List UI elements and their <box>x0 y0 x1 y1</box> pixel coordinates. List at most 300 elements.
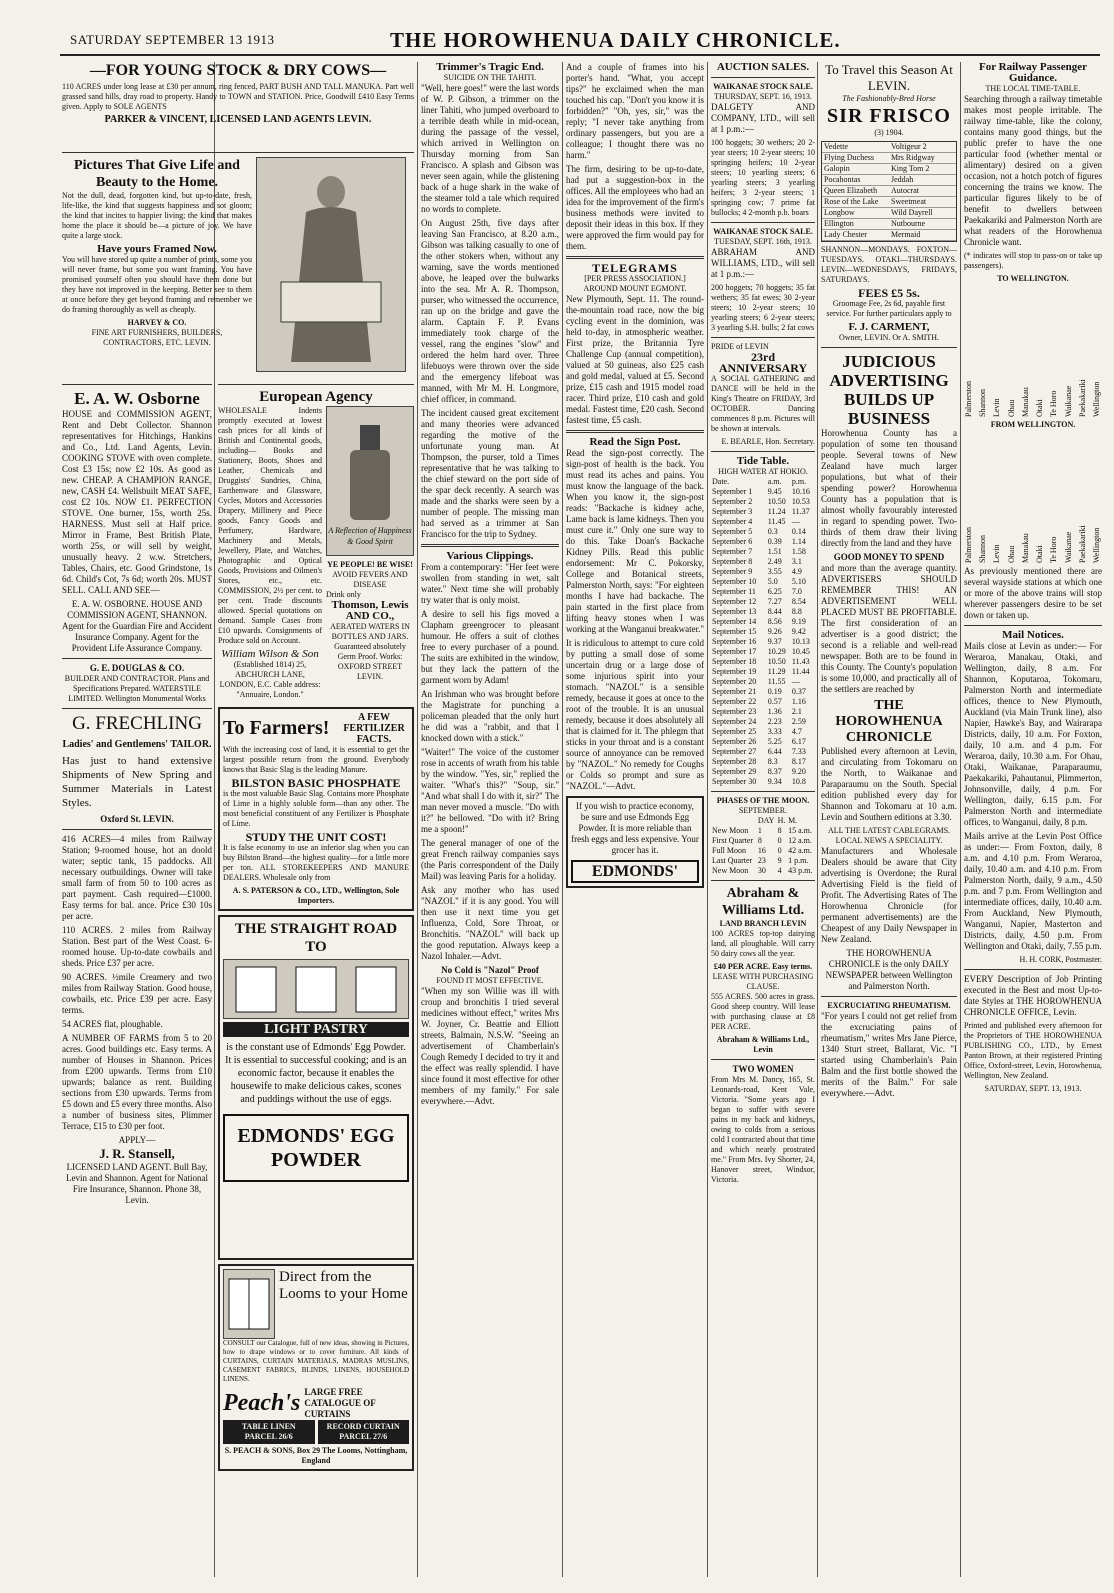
aw-footer: Abraham & Williams Ltd., Levin <box>716 1035 810 1054</box>
pedigree-entry: Mrs Ridgway <box>889 153 956 164</box>
tide-cell: September 6 <box>712 537 753 546</box>
pictures-heading: Pictures That Give Life and Beauty to the Home. <box>74 158 240 190</box>
tide-row <box>711 507 815 517</box>
rheum-text: "For years I could not get relief from the excruciating pains of rheumatism," writes Mrs Jane Pierce, 1340 Sturt street, Ballarat, Vic. "I started using Chamberlain's Pain Balm and the first bottle showed the merits of the Balm." For sale everywhere.—Advt. <box>821 1011 957 1098</box>
thomson-sub: AVOID FEVERS AND DISEASE <box>332 570 408 589</box>
tide-row <box>711 487 815 497</box>
column-rule <box>562 62 563 1577</box>
tide-cell: September 11 <box>712 587 756 596</box>
sign-text-2: It is ridiculous to attempt to cure cold by putting a small dose of some uncertain drug or a large dose of some injurious spirit into your stomach. "NAZOL" is a sensible remedy, because it goes at once to the root of the trouble. It is an unusual remedy, because it does absolutely all that is claimed for it. The phlegm that sticks in your throat and is a constant source of annoyance can be removed by "NAZOL." No remedy for Coughs or Colds so prompt and sure as "NAZOL."—Advt. <box>566 638 704 791</box>
tide-cell: September 15 <box>712 627 757 636</box>
trimmer-heading: Trimmer's Tragic End. <box>436 62 544 73</box>
tide-row <box>711 607 815 617</box>
tide-cell: 10.45 <box>791 647 810 656</box>
timetable-note: As previously mentioned there are several wayside stations at which one or more of the above trains will stop wherever passengers desire to be set down or taken up. <box>964 566 1102 620</box>
phases-cell: First Quarter <box>712 836 754 845</box>
frisco-year: (3) 1904. <box>874 128 904 137</box>
light-pastry: LIGHT PASTRY <box>223 1022 409 1037</box>
tide-cell: September 25 <box>712 727 757 736</box>
window-curtain-icon <box>224 1274 274 1334</box>
tide-cell: 8.56 <box>767 617 782 626</box>
farmers-facts: A FEW FERTILIZER FACTS. <box>343 712 405 745</box>
tide-cell: September 4 <box>712 517 753 526</box>
pedigree-entry: Nutbourne <box>889 219 956 230</box>
mail-heading: Mail Notices. <box>1002 629 1064 641</box>
cork-sig: H. H. CORK, Postmaster. <box>1019 955 1102 964</box>
douglas-name: G. E. DOUGLAS & CO. <box>89 663 185 673</box>
frechling-name: G. FRECHLING <box>72 713 202 734</box>
tide-row <box>711 777 815 787</box>
phases-cell: Full Moon <box>712 846 747 855</box>
fees-heading: FEES £5 5s. <box>858 286 920 300</box>
tide-cell: 10.8 <box>791 777 806 786</box>
tide-cell: 1.14 <box>791 537 806 546</box>
bottle-figure-icon <box>335 415 405 525</box>
tide-cell: 1.16 <box>791 697 806 706</box>
phases-cell: Last Quarter <box>712 856 753 865</box>
fees-sub: Groomage Fee, 2s 6d, payable first service. For further particulars apply to <box>826 299 952 318</box>
various-p3: An Irishman who was brought before the Magistrate for punching a policeman pleaded that the only hurt he did was a "rabbit, and that I knocked down with a stick." <box>421 689 559 743</box>
latest-cablegrams: ALL THE LATEST CABLEGRAMS. LOCAL NEWS A SPECIALITY. <box>827 826 951 845</box>
phases-row <box>711 826 815 836</box>
tide-cell: 11.44 <box>791 667 810 676</box>
column-rule <box>707 62 708 1577</box>
tide-row <box>711 717 815 727</box>
trimmer-p2: On August 25th, five days after leaving San Francisco, at 8.20 a.m., Gibson was talking casually to one of the other stokers when, without any warning, save the words mentioned above, he leaped over the bulwarks into the sea. Mr A. R. Thompson, purser, who witnessed the occurrence, ran up on the bridge and gave the alarm. Captain F. P. Evans immediately took charge of the vessel, rang the engines "slow" and ordered the helm hard over. Three lifebuoys were thrown over the side and the emergency lifeboat was manned, with Mr M. H. Longmore, chief officer, in command. <box>421 218 559 404</box>
tide-cell: September 7 <box>712 547 753 556</box>
no-cold-text: "When my son Willie was ill with croup and bronchitis I tried several medicines without effect," writes Mrs W. Joyner, Cr. Beattie and Elliott streets, Balmain, N.S.W. "Seeing an advertisement of Chamberlain's Cough Remedy I decided to try it and the effect was really splendid. I have since found it most effective for other members of my family." For sale everywhere.—Advt. <box>421 986 559 1106</box>
tide-cell: 8.44 <box>767 607 782 616</box>
egg-powder-tins <box>223 959 409 1019</box>
tide-row <box>711 667 815 677</box>
tide-cell: 7.27 <box>767 597 782 606</box>
thomson-drink: Drink only <box>326 590 361 599</box>
tide-column-header: Date. <box>712 477 730 486</box>
station-label: Paekakariki <box>1077 379 1087 417</box>
job-printing: EVERY Description of Job Printing executed in the Best and most Up-to-date Styles at THE HOROWHENUA CHRONICLE OFFICE, Levin. <box>964 974 1102 1017</box>
direct-heading: Direct from the Looms to your Home <box>279 1269 408 1302</box>
tide-cell: 4.7 <box>791 727 802 736</box>
tide-table <box>711 477 815 787</box>
phases-row <box>711 846 815 856</box>
tide-row <box>711 697 815 707</box>
to-wellington: TO WELLINGTON. <box>997 274 1069 283</box>
phases-column-header <box>711 816 757 826</box>
station-label: Manakau <box>1020 387 1030 417</box>
railway-heading: For Railway Passenger Guidance. <box>979 62 1087 84</box>
farmers-heading: To Farmers! <box>223 717 330 739</box>
station-label: Manakau <box>1020 533 1030 563</box>
pictures-text: Not the dull, dead, forgotten kind, but up-to-date, fresh, life-like, the kind that suggests happiness and sot gloom; the kind that incites to happier living; the kind that makes home the place it should be—a picture of joy. We have quite a large stock. <box>62 191 252 240</box>
phases-cell: 0 <box>777 846 782 855</box>
peach-footer: S. PEACH & SONS, Box 29 The Looms, Nottingham, England <box>224 1446 408 1465</box>
trimmer-p1: "Well, here goes!" were the last words of W. P. Gibson, a trimmer on the liner Tahiti, who jumped overboard to a terrible death while in mid-ocean, during the passage of the vessel, which arrived in Wellington on Thursday morning from San Francisco. A splash and Gibson was never seen again, while the glistening back of a huge shark in the wake of the steamer told a tale which required no words to complete. <box>421 83 559 214</box>
tide-row <box>711 617 815 627</box>
dalgety-stock: 100 hoggets; 30 wethers; 20 2-year steers; 10 2-year steers; 10 springing heifers; 10 2-year steers; 10 yearling steers; 6 yearling steers; 3 yearling heifers; 3 2-year steers; 1 springing cow; 7 prime fat bullocks; 4 2-month p.b. boars <box>711 138 815 217</box>
column-rule <box>417 62 418 1577</box>
tide-cell: 0.57 <box>767 697 782 706</box>
reflection-caption: A Reflection of Happiness & Good Spirit <box>328 526 412 546</box>
tailor-text: Has just to hand extensive Shipments of New Spring and Summer Materials in Latest Styles. <box>62 755 212 809</box>
column-4 <box>566 62 704 1577</box>
two-women-text: From Mrs M. Dancy, 165, St. Leonards-road, Kent Vale, Victoria. "Some years ago I began to suffer with severe pains in my back and kidneys, owing to colds from a serious cold I contracted about that time and which nearly prostrated me." From Mrs. Ivy Shorter, 24, Hanover street, Windsor, Victoria. <box>711 1075 815 1184</box>
tide-cell: 11.55 <box>767 677 786 686</box>
shannon-days: SHANNON—MONDAYS. FOXTON—TUESDAYS. OTAKI—THURSDAYS. LEVIN—WEDNESDAYS, FRIDAYS, SATURDAYS. <box>821 245 957 284</box>
tide-cell: September 22 <box>712 697 757 706</box>
pictures-ad <box>62 148 414 378</box>
sir-frisco: SIR FRISCO <box>827 105 951 127</box>
tide-cell: — <box>791 517 800 526</box>
peach-large: LARGE FREE CATALOGUE OF CURTAINS <box>304 1387 376 1419</box>
various-p1: From a contemporary: "Her feet were swollen from standing in wet, salt water." Next time she will probably try water that is only moist. <box>421 562 559 605</box>
tide-cell: 9.26 <box>767 627 782 636</box>
tide-cell: September 23 <box>712 707 757 716</box>
peach-text: CONSULT our Catalogue, full of new ideas, showing in Pictures, how to drape windows or to cover furniture. All kinds of CURTAINS, CURTAIN MATERIALS, MADRAS MUSLINS, CASEMENT FABRICS, BLINDS, LINENS, HOUSEHOLD LINENS. <box>223 1339 409 1383</box>
tide-cell: 5.10 <box>791 577 806 586</box>
tide-row <box>711 757 815 767</box>
tide-row <box>711 557 815 567</box>
chronicle-text: Published every afternoon at Levin, and circulating from Tokomaru on the North, to Waikanae and Paraparaumu on the South. Special edition published every day for Shannon and Tokomaru at 10 a.m. Levin and Southern editions at 3.30. <box>821 746 957 822</box>
tide-row <box>711 647 815 657</box>
mail-text: Mails close at Levin as under:— For Weraroa, Manakau, Otaki, and Wellington, daily, 8 a.m. For Shannon, Koputaroa, Tokomaru, Palmerston North and intermediate offices, thence to New Plymouth, Auckland (via Main Trunk line), also Napier, Hawke's Bay, and Wairarapa Districts, daily, 10 a.m. For Foxton, daily, 10 a.m. and 4 p.m. For Weraroa, daily, 10.30 a.m. For Ohau, Otaki, Waikanae, Paraparaumu, Paekakariki, Pahautanui, Plimmerton, Johnsonville, daily, 4 p.m. For Wellington, daily, 6.15 p.m. For Palmerston North and intermediate offices, to Wanganui, daily, 8 p.m. <box>964 641 1102 827</box>
tide-cell: September 13 <box>712 607 757 616</box>
pedigree-entry: Jeddah <box>889 175 956 186</box>
wilson-sub: (Established 1814) 25, ABCHURCH LANE, LONDON, E.C. Cable address: "Annuaire, London." <box>219 660 321 699</box>
travel-sub: The Fashionably-Bred Horse <box>842 94 936 103</box>
imprint-date: SATURDAY, SEPT. 13, 1913. <box>984 1084 1082 1093</box>
station-label: Ohau <box>1006 545 1016 563</box>
phases-cell: 23 <box>757 856 766 865</box>
land-110: 110 ACRES. 2 miles from Railway Station. Best part of the West Coast. 6-roomed house. Up-to-date cowbails and sheds. Price £37 per acre. <box>62 925 212 968</box>
stansell-name: J. R. Stansell, <box>99 1146 175 1161</box>
tide-cell: 2.23 <box>767 717 782 726</box>
tide-cell: 3.55 <box>767 567 782 576</box>
peach-ad <box>218 1264 414 1471</box>
abraham-text: ABRAHAM AND WILLIAMS, LTD., will sell at 1 p.m.:— <box>711 247 815 279</box>
railway-text: Searching through a railway timetable makes most people irritable. The railway time-table, like the colony, contains many good things, but the public prefer to have the one particular food (whether mental or alimentary) desired on a given occasion, not a hotch potch of figures concerning the trains we know. The particular figures likely to be of benefit to dwellers between Paekakariki and Palmerston North are what readers of the Horowhenua Chronicle want. <box>964 94 1102 247</box>
newspaper-title: THE HOROWHENUA DAILY CHRONICLE. <box>390 28 841 52</box>
tide-cell: 1.36 <box>767 707 782 716</box>
tide-row <box>711 677 815 687</box>
station-label: Otaki <box>1035 399 1045 417</box>
ad-heading: —FOR YOUNG STOCK & DRY COWS— <box>89 62 387 79</box>
bilston-heading: BILSTON BASIC PHOSPHATE <box>231 776 401 790</box>
tide-cell: September 14 <box>712 617 757 626</box>
phases-cell: 30 <box>757 866 766 875</box>
column-7 <box>964 62 1102 1577</box>
travel-heading: To Travel this Season At LEVIN. <box>825 62 953 93</box>
auction-heading: AUCTION SALES. <box>716 62 810 73</box>
various-p4: "Waiter!" The voice of the customer rose in accents of wrath from his table by the window. "Yes, sir," replied the waiter. "What's this?" "Soup, sir." "And what shall I do with it, sir?" The man never moved a muscle. "Do with it?" he bellowed. "Do with it? Bring me a spoon!" <box>421 747 559 834</box>
looms-illustration <box>223 1269 275 1339</box>
reflection-illustration <box>326 406 414 556</box>
phases-cell: 1 <box>757 826 762 835</box>
no-cold-heading: No Cold is "Nazol" Proof <box>441 965 539 975</box>
tide-cell: 11.24 <box>767 507 786 516</box>
pedigree-entry: Longbow <box>822 208 889 219</box>
timetable-to-wellington <box>964 287 1102 417</box>
aw-name: Abraham & Williams Ltd. <box>721 886 805 918</box>
young-stock-ad <box>62 62 414 142</box>
phases-cell: 8 <box>757 836 762 845</box>
issue-date: SATURDAY SEPTEMBER 13 1913 <box>70 32 275 47</box>
tide-cell: 9.19 <box>791 617 806 626</box>
table-linen-parcel: TABLE LINEN PARCEL 26/6 <box>223 1420 315 1444</box>
tins-icon <box>231 962 401 1016</box>
aw-price: £40 PER ACRE. Easy terms. <box>713 962 813 971</box>
tide-cell: 9.42 <box>791 627 806 636</box>
telegrams-heading: TELEGRAMS <box>592 261 678 275</box>
study-text: It is false economy to use an inferior slag when you can buy Bilston Brand—the highest quality—for a little more per ton. ALL STOREKEEPERS AND MANURE DEALERS. Wholesale only from <box>223 843 409 882</box>
egmont-heading: AROUND MOUNT EGMONT. <box>583 284 687 293</box>
various-heading: Various Clippings. <box>446 550 534 562</box>
ad-text: 110 ACRES under long lease at £30 per annum, ring fenced, PART BUSH AND TALL MANUKA. Part well grassed sand hills, dray road to property. Handy to TOWN and STATION. Price, Goodwill £410 Easy Terms given. Apply to SOLE AGENTS <box>62 82 414 111</box>
pedigree-entry: Voltigeur 2 <box>889 142 956 153</box>
stansell-sub: LICENSED LAND AGENT. Bull Bay, Levin and Shannon. Agent for National Fire Insurance, Shannon. Phone 38, Levin. <box>66 1162 208 1205</box>
tide-cell: September 17 <box>712 647 757 656</box>
phases-table <box>711 816 815 876</box>
railway-sub: THE LOCAL TIME-TABLE. <box>985 84 1081 93</box>
tide-row <box>711 747 815 757</box>
good-money-text: and more than the average quantity. ADVERTISERS SHOULD REMEMBER THIS! AN ADVERTISEMENT WELL PLACED MUST BE PROFITABLE. The first consideration of an advertiser is a good district; the second is a reliable and well-read newspaper. Both are to be found in this County. The County's population is some 10,000, and practically all of the settlers are reached by <box>821 563 957 694</box>
dalgety-text: DALGETY AND COMPANY, LTD., will sell at 1 p.m.:— <box>711 102 815 134</box>
phases-row <box>711 866 815 876</box>
phases-cell: 16 <box>757 846 766 855</box>
tide-cell: September 19 <box>712 667 757 676</box>
frames-text: And a couple of frames into his porter's hand. "What, you accept tips?" he exclaimed when the man touched his cap. "Don't you know it is forbidden?" "Oh, yes, sir," was the reply; "I never take anything from ordinary passengers, but you are a colleague; I thought there was no harm." <box>566 62 704 160</box>
farmers-text: With the increasing cost of land, it is essential to get the largest possible return from the ground. Everybody knows that Basic Slag is the leading Manure. <box>223 745 409 774</box>
station-label: Otaki <box>1035 545 1045 563</box>
tide-cell: 9.20 <box>791 767 806 776</box>
tide-row <box>711 527 815 537</box>
tide-row <box>711 547 815 557</box>
tide-cell: 6.44 <box>767 747 782 756</box>
tide-cell: September 24 <box>712 717 757 726</box>
tide-cell: 11.43 <box>791 657 810 666</box>
tide-cell: September 16 <box>712 637 757 646</box>
edmonds-text: is the constant use of Edmonds' Egg Powder. It is essential to successful cooking; and is an economic factor, because it enables the housewife to make delicious cakes, scones and puddings without the use of eggs. <box>225 1042 407 1105</box>
press-association: [PER PRESS ASSOCIATION.] <box>584 274 686 283</box>
waikanae-heading-1: WAIKANAE STOCK SALE. <box>713 82 813 91</box>
station-label: Te Horo <box>1049 536 1059 563</box>
only-daily: THE HOROWHENUA CHRONICLE is the only DAILY NEWSPAPER between Wellington and Palmerston North. <box>825 948 953 991</box>
edmonds-ad <box>218 915 414 1260</box>
trimmer-p3: The incident caused great excitement and many theories were advanced regarding the motive of the unfortunate young man. At Thompson, the purser, told a Times representative that he was talking to the chief steward on the port side of the spar deck recently. A search was made and the sharks were seen by a number of people. The missing man had served as a trimmer at San Francisco for the trip to Sydney. <box>421 408 559 539</box>
rheum-heading: EXCRUCIATING RHEUMATISM. <box>827 1001 951 1010</box>
no-cold-sub: FOUND IT MOST EFFECTIVE. <box>436 976 544 985</box>
european-heading: European Agency <box>259 389 373 405</box>
tide-cell: 6.17 <box>791 737 806 746</box>
judicious-heading: JUDICIOUS ADVERTISING BUILDS UP BUSINESS <box>829 352 949 428</box>
tide-row <box>711 597 815 607</box>
pedigree-entry: Lady Chester <box>822 230 889 241</box>
tide-row <box>711 567 815 577</box>
station-label: Shannon <box>978 389 988 417</box>
phases-cell: 42 a.m. <box>788 846 812 855</box>
pedigree-entry: Ellington <box>822 219 889 230</box>
tide-cell: September 29 <box>712 767 757 776</box>
column-3 <box>421 62 559 1577</box>
tide-cell: September 26 <box>712 737 757 746</box>
edmonds-small-logo: EDMONDS' <box>571 860 699 883</box>
tide-row <box>711 627 815 637</box>
tide-row <box>711 587 815 597</box>
tide-cell: 1.58 <box>791 547 806 556</box>
tide-cell: 0.3 <box>767 527 778 536</box>
station-label: Wellington <box>1091 527 1101 563</box>
tide-cell: 8.37 <box>767 767 782 776</box>
phases-row <box>711 856 815 866</box>
phases-cell: 9 <box>777 856 782 865</box>
carment-sub: Owner, LEVIN. Or A. SMITH. <box>838 333 940 342</box>
tide-cell: 2.1 <box>791 707 802 716</box>
pedigree-entry: Galopin <box>822 164 889 175</box>
phases-column-header: H. <box>777 816 786 825</box>
sign-text: Read the sign-post correctly. The sign-post of health is the back. You must read its aches and pains. You must know the language of the back. When you know it, the sign-post reads: "Backache is kidney ache, Lame back is lame kidneys. Then you must cure it." Only one sure way to do this. Take Doan's Backache Kidney Pills. Read this public endorsement: Mr C. Pokorsky, College and Botanical streets, Palmerston North, says: "For eighteen months I have had backache. The pain started in the first place from lifting heavy stones when I was working at the Wanganui breakwater." <box>566 448 704 634</box>
phases-cell: 1 p.m. <box>788 856 809 865</box>
farmers-ad <box>218 707 414 911</box>
phases-cell: 12 a.m. <box>788 836 812 845</box>
edmonds-logo: EDMONDS' EGG POWDER <box>223 1114 409 1182</box>
tide-cell: 8.54 <box>791 597 806 606</box>
aw-555: 555 ACRES. 500 acres in grass. Good sheep country. Will lease with purchasing clause at £8 PER ACRE. <box>711 992 815 1031</box>
woman-illustration <box>256 157 406 372</box>
tide-cell: 2.59 <box>791 717 806 726</box>
study-heading: STUDY THE UNIT COST! <box>245 830 387 844</box>
thomson-name: Thomson, Lewis AND CO., <box>331 599 409 622</box>
phases-cell: 4 <box>777 866 782 875</box>
tide-cell: 8.3 <box>767 757 778 766</box>
ad-agents: PARKER & VINCENT, LICENSED LAND AGENTS LEVIN. <box>104 114 372 125</box>
tide-cell: September 21 <box>712 687 757 696</box>
tide-cell: September 8 <box>712 557 753 566</box>
tide-cell: 2.49 <box>767 557 782 566</box>
tide-cell: 0.19 <box>767 687 782 696</box>
phases-row <box>711 836 815 846</box>
land-90: 90 ACRES. ½mile Creamery and two miles from Railway Station. Good house, cowbails, etc. Price £39 per acre. Easy terms. <box>62 972 212 1015</box>
waikanae-date-2: TUESDAY, SEPT. 16th, 1913. <box>714 237 812 246</box>
two-women-heading: TWO WOMEN <box>732 1064 794 1074</box>
station-label: Waikanae <box>1063 385 1073 417</box>
good-money-heading: GOOD MONEY TO SPEND <box>833 552 945 562</box>
pedigree-entry: Rose of the Lake <box>822 197 889 208</box>
anniversary-heading: 23rd ANNIVERSARY <box>718 350 808 375</box>
tide-row <box>711 767 815 777</box>
tide-cell: 9.34 <box>767 777 782 786</box>
station-label: Wellington <box>1091 381 1101 417</box>
station-label: Paekakariki <box>1077 525 1087 563</box>
thomson-heading: YE PEOPLE! BE WISE! <box>327 560 413 569</box>
column-rule <box>960 62 961 1577</box>
egg-ad-text: If you wish to practice economy, be sure and use Edmonds Egg Powder. It is more reliable than fresh eggs and less expensive. Your grocer has it. <box>571 801 699 855</box>
tide-cell: 11.45 <box>767 517 786 526</box>
tide-cell: September 18 <box>712 657 757 666</box>
framed-heading: Have yours Framed Now. <box>97 243 217 255</box>
tide-cell: 0.39 <box>767 537 782 546</box>
tide-cell: September 27 <box>712 747 757 756</box>
tide-cell: 3.33 <box>767 727 782 736</box>
peach-name: Peach's <box>223 1390 301 1416</box>
tide-cell: 10.16 <box>791 487 810 496</box>
tide-cell: 6.25 <box>767 587 782 596</box>
pedigree-entry: Sweetmeat <box>889 197 956 208</box>
tide-cell: 9.45 <box>767 487 782 496</box>
judicious-text: Horowhenua County has a population of some ten thousand people. Several towns of New Zealand have much larger populations, but what of their spending power? Horowhenua County has a population that is almost wholly favourably interested in regard to spending power. Two-thirds of them draw their living directly from the land and they have <box>821 428 957 548</box>
tide-cell: September 5 <box>712 527 753 536</box>
station-label: Palmerston <box>964 381 973 417</box>
tide-cell: 7.0 <box>791 587 802 596</box>
column-rule <box>817 62 818 1577</box>
tide-cell: 0.37 <box>791 687 806 696</box>
tide-row <box>711 637 815 647</box>
tide-row <box>711 687 815 697</box>
tide-cell: 10.29 <box>767 647 786 656</box>
station-label: Palmerston <box>964 527 973 563</box>
tide-cell: 10.50 <box>767 657 786 666</box>
aw-branch: LAND BRANCH LEVIN <box>719 919 807 928</box>
masthead <box>60 28 1100 56</box>
apply-label: APPLY— <box>118 1135 156 1145</box>
tide-cell: 7.33 <box>791 747 806 756</box>
column-1 <box>62 380 212 1580</box>
waikanae-date-1: THURSDAY, SEPT. 16, 1913. <box>714 92 812 101</box>
pedigree-entry: Wild Dayrell <box>889 208 956 219</box>
egg-ad <box>566 796 704 888</box>
pedigree-entry: Autocrat <box>889 186 956 197</box>
tide-cell: September 20 <box>712 677 757 686</box>
osborne-name: E. A. W. Osborne <box>74 389 200 408</box>
various-p2: A desire to sell his figs moved a Clapham greengrocer to pleasant humour. He offers a suit of clothes free to every purchaser of a pound. The suits are exhibited in the window, but they lack the pattern of the garment worn by Adam! <box>421 609 559 685</box>
station-label: Te Horo <box>1049 390 1059 417</box>
land-416: 416 ACRES—4 miles from Railway Station; 9-roomed house, hot an doold water; septic tank, 15 paddocks. All necessary outbuildings. Owner will take small farm of from 50 to 100 acres as part payment. Cash required—£1000. Easy terms for bal. ance. Price £30 10s per acre. <box>62 834 212 921</box>
tide-column-header: a.m. <box>767 477 782 486</box>
tide-cell: 11.37 <box>791 507 810 516</box>
tide-cell: 9.37 <box>767 637 782 646</box>
tide-cell: September 2 <box>712 497 753 506</box>
tide-cell: September 12 <box>712 597 757 606</box>
aw-lease: LEASE WITH PURCHASING CLAUSE. <box>712 972 814 991</box>
tide-cell: 3.1 <box>791 557 802 566</box>
column-5 <box>711 62 815 1577</box>
trimmer-sub: SUICIDE ON THE TAHITI. <box>443 73 537 82</box>
record-curtain-parcel: RECORD CURTAIN PARCEL 27/6 <box>318 1420 410 1444</box>
firm-text: The firm, desiring to be up-to-date, had put a suggestion-box in the offices. All the employees who had an idea for the improvement of the firm's business methods were invited to deposit their ideas in this box. If they were approved the firm would pay for them. <box>566 164 704 251</box>
column-2 <box>218 380 414 1580</box>
imprint: Printed and published every afternoon for the Proprietors of THE HOROWHENUA PUBLISHING CO., LTD., by Ernest Panton Brown, at their registered Printing Office, Oxford-street, Levin, Horowhenua, Wellington, New Zealand. <box>964 1021 1102 1080</box>
thomson-text: AERATED WATERS IN BOTTLES AND JARS. Guaranteed absolutely Germ Proof. Works: OXFORD STREET LEVIN. <box>330 622 410 681</box>
pedigree-entry: Queen Elizabeth <box>822 186 889 197</box>
douglas-sub: BUILDER AND CONTRACTOR. Plans and Specifications Prepared. WATERSTILE LIMITED. Wellington Monumental Works <box>64 674 210 703</box>
railway-notes: (* indicates will stop to pass-on or take up passengers). <box>964 251 1102 270</box>
phases-column-header: M. <box>788 816 798 825</box>
tide-cell: September 9 <box>712 567 753 576</box>
carment-name: F. J. CARMENT, <box>848 321 930 333</box>
bilston-text: is the most valuable Basic Slag. Contains more Phosphate of Lime in a highly soluble form—than any other. The most beneficial constituent of any Fertilizer is Phosphate of Lime. <box>223 789 409 828</box>
tide-cell: September 10 <box>712 577 757 586</box>
tide-row <box>711 727 815 737</box>
station-label: Shannon <box>978 535 988 563</box>
phases-cell: New Moon <box>712 826 749 835</box>
road-heading: THE STRAIGHT ROAD TO <box>234 921 398 955</box>
various-p5: The general manager of one of the great French railway companies says (the Paris correspondent of the Daily Mail) was leaving Paris for a holiday. <box>421 838 559 881</box>
tide-row <box>711 737 815 747</box>
pedigree-entry: Vedette <box>822 142 889 153</box>
tide-cell: 0.14 <box>791 527 806 536</box>
phases-cell: 0 <box>777 836 782 845</box>
tide-cell: September 3 <box>712 507 753 516</box>
timetable-from-wellington <box>964 433 1102 563</box>
tide-cell: September 1 <box>712 487 753 496</box>
